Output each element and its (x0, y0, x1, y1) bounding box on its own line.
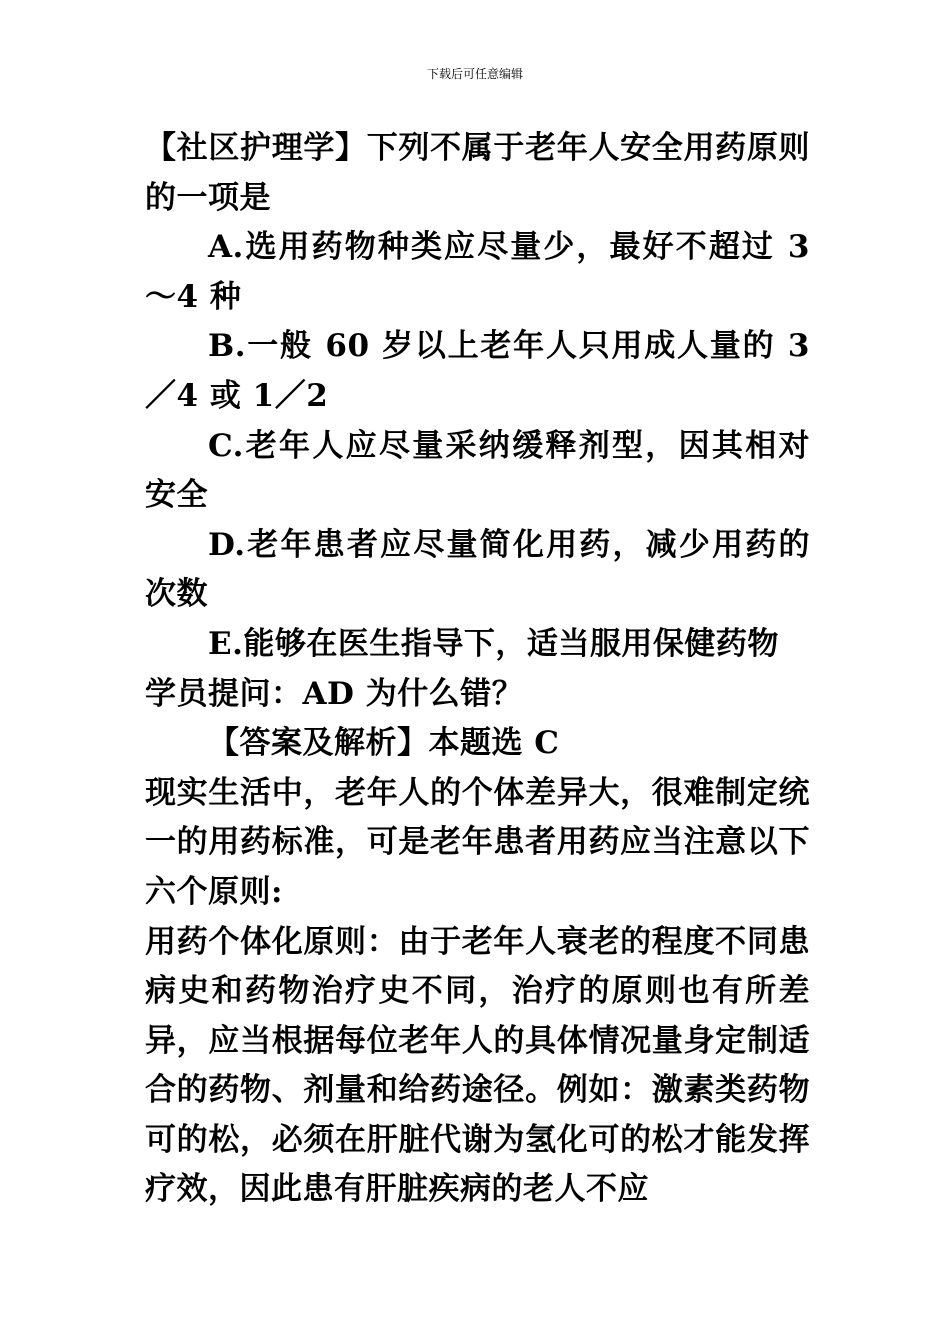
answer-heading: 【答案及解析】本题选 C (208, 725, 560, 762)
option-b: B.一般 60 岁以上老年人只用成人量的 3／4 或 1／2 (145, 328, 810, 414)
answer-paragraph-1: 现实生活中，老年人的个体差异大，很难制定统一的用药标准，可是老年患者用药应当注意以下六个原则: (145, 774, 810, 910)
document-body (145, 124, 810, 1215)
option-e: E.能够在医生指导下，适当服用保健药物 (208, 625, 779, 662)
option-a: A.选用药物种类应尽量少，最好不超过 3～4 种 (145, 229, 810, 315)
student-question: 学员提问：AD 为什么错？ (145, 675, 524, 712)
answer-paragraph-2: 用药个体化原则：由于老年人衰老的程度不同患病史和药物治疗史不同，治疗的原则也有所差异，应当根据每位老年人的具体情况量身定制适合的药物、剂量和给药途径。例如：激素类药物可的松，必须在肝脏代谢为氢化可的松才能发挥疗效，因此患有肝脏疾病的老人不应 (145, 923, 810, 1208)
option-c: C.老年人应尽量采纳缓释剂型，因其相对安全 (145, 427, 810, 514)
option-d: D.老年患者应尽量简化用药，减少用药的次数 (145, 526, 810, 613)
page-header: 下载后可任意编辑 (426, 67, 523, 81)
question-stem: 【社区护理学】下列不属于老年人安全用药原则的一项是 (145, 130, 810, 216)
